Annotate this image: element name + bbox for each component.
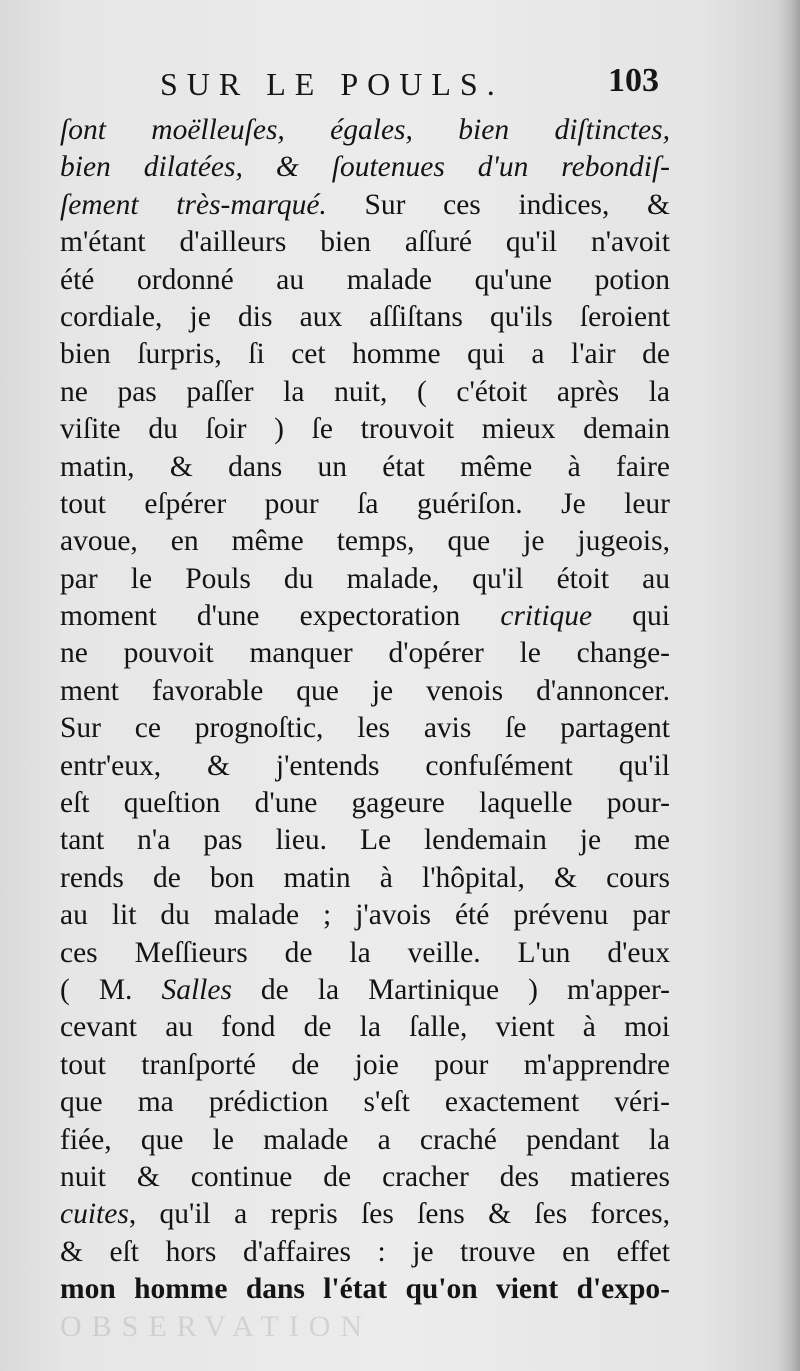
text-line <box>60 822 670 859</box>
text-line <box>60 299 670 336</box>
italic-text: critique <box>500 600 593 633</box>
running-head <box>160 62 680 112</box>
text-line <box>60 561 670 598</box>
roman-text: ment favorable que je venois d'annoncer. <box>60 674 670 707</box>
text-line <box>60 449 670 486</box>
roman-text: fiée, que le malade a craché pendant la <box>60 1123 670 1156</box>
italic-text: Salles <box>161 973 232 1006</box>
roman-text: mon homme dans l'état qu'on vient d'expo- <box>60 1273 670 1306</box>
text-line <box>60 748 670 785</box>
roman-text: viſite du ſoir ) ſe trouvoit mieux demain <box>60 413 670 446</box>
italic-text: bien dilatées, & ſoutenues d'un rebondiſ- <box>60 151 670 184</box>
text-line <box>60 411 670 448</box>
text-line <box>60 1009 670 1046</box>
text-line <box>60 187 670 224</box>
roman-text: tout tranſporté de joie pour m'apprendre <box>60 1048 670 1081</box>
roman-text: ces Meſſieurs de la veille. L'un d'eux <box>60 936 670 969</box>
roman-text: moment d'une expectoration <box>60 600 501 633</box>
roman-text: au lit du malade ; j'avois été prévenu par <box>60 899 670 932</box>
italic-text: ſont moëlleuſes, égales, bien diſtinctes, <box>60 114 670 146</box>
page-number: 103 <box>608 62 659 99</box>
roman-text: Sur ce prognoſtic, les avis ſe partagent <box>60 712 670 745</box>
roman-text: de la Martinique ) m'apper- <box>231 973 670 1006</box>
text-line <box>60 112 670 149</box>
text-line <box>60 224 670 261</box>
roman-text: & eſt hors d'affaires : je trouve en effet <box>60 1235 670 1268</box>
text-line <box>60 336 670 373</box>
roman-text: ( M. <box>60 973 162 1006</box>
page-edge-shadow <box>778 0 800 1371</box>
text-line <box>60 262 670 299</box>
text-line <box>60 149 670 186</box>
text-line <box>60 710 670 747</box>
body-text <box>60 112 670 1309</box>
text-line <box>60 1122 670 1159</box>
text-line <box>60 374 670 411</box>
text-line <box>60 1234 670 1271</box>
roman-text: avoue, en même temps, que je jugeois, <box>60 525 670 558</box>
text-line <box>60 1159 670 1196</box>
text-line <box>60 935 670 972</box>
text-line <box>60 860 670 897</box>
text-line <box>60 1047 670 1084</box>
roman-text: bien ſurpris, ſi cet homme qui a l'air de <box>60 338 670 371</box>
roman-text: qui <box>592 600 670 633</box>
roman-text: tant n'a pas lieu. Le lendemain je me <box>60 824 670 857</box>
roman-text: ne pouvoit manquer d'opérer le change- <box>60 637 670 670</box>
roman-text: Sur ces indices, & <box>326 188 670 221</box>
text-line <box>60 673 670 710</box>
roman-text: nuit & continue de cracher des matieres <box>60 1160 670 1193</box>
roman-text: été ordonné au malade qu'une potion <box>60 263 670 296</box>
roman-text: m'étant d'ailleurs bien aſſuré qu'il n'avoit <box>60 226 670 259</box>
text-line <box>60 1271 670 1308</box>
roman-text: , qu'il a repris ſes ſens & ſes forces, <box>128 1198 670 1231</box>
text-line <box>60 972 670 1009</box>
text-line <box>60 1196 670 1233</box>
text-line <box>60 785 670 822</box>
text-line <box>60 1084 670 1121</box>
roman-text: rends de bon matin à l'hôpital, & cours <box>60 861 670 894</box>
roman-text: matin, & dans un état même à faire <box>60 450 670 483</box>
italic-text: cuites <box>60 1198 129 1231</box>
roman-text: cevant au fond de la ſalle, vient à moi <box>60 1011 670 1044</box>
show-through-text: OBSERVATION <box>60 1310 373 1343</box>
text-line <box>60 523 670 560</box>
italic-text: ſement très-marqué. <box>60 188 327 221</box>
roman-text: par le Pouls du malade, qu'il étoit au <box>60 562 670 595</box>
text-line <box>60 598 670 635</box>
roman-text: entr'eux, & j'entends confuſément qu'il <box>60 749 670 782</box>
text-line <box>60 897 670 934</box>
roman-text: ne pas paſſer la nuit, ( c'étoit après la <box>60 375 670 408</box>
roman-text: eſt queſtion d'une gageure laquelle pour- <box>60 787 670 820</box>
roman-text: que ma prédiction s'eſt exactement véri- <box>60 1086 670 1119</box>
text-line <box>60 486 670 523</box>
text-line <box>60 635 670 672</box>
running-head-title: SUR LE POULS. <box>160 66 504 102</box>
roman-text: tout eſpérer pour ſa guériſon. Je leur <box>60 487 670 520</box>
roman-text: cordiale, je dis aux aſſiſtans qu'ils ſeroient <box>60 300 670 333</box>
